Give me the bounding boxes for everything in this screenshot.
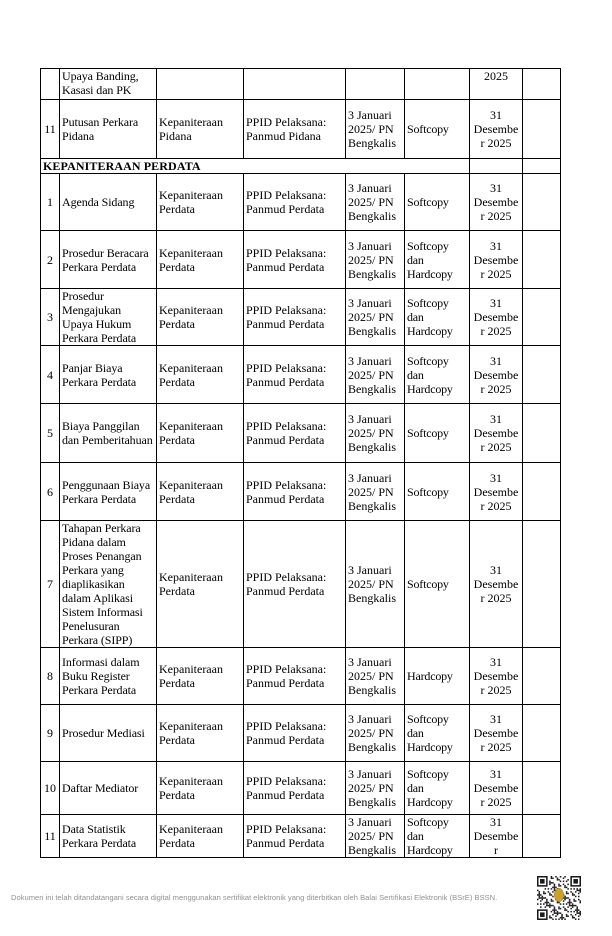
- cell-date: 3 Januari 2025/ PN Bengkalis: [346, 762, 405, 815]
- table-row: [41, 100, 561, 159]
- cell-unit: Kepaniteraan Perdata: [157, 463, 244, 521]
- section-title: KEPANITERAAN PERDATA: [41, 159, 470, 174]
- table-row: [41, 815, 561, 858]
- cell-notes: [523, 705, 561, 762]
- table-row: [41, 346, 561, 404]
- cell-unit: Kepaniteraan Perdata: [157, 705, 244, 762]
- cell-description: Prosedur Beracara Perkara Perdata: [60, 231, 157, 289]
- cell-end-date: 31 Desember 2025: [470, 463, 523, 521]
- cell-officer: PPID Pelaksana: Panmud Perdata: [244, 463, 346, 521]
- table-row: [41, 231, 561, 289]
- cell-description: Penggunaan Biaya Perkara Perdata: [60, 463, 157, 521]
- cell-end-date: 31 Desember 2025: [470, 174, 523, 231]
- cell-unit: Kepaniteraan Perdata: [157, 521, 244, 648]
- cell-date: 3 Januari 2025/ PN Bengkalis: [346, 463, 405, 521]
- cell-end-date: 31 Desember 2025: [470, 231, 523, 289]
- cell-date: 3 Januari 2025/ PN Bengkalis: [346, 100, 405, 159]
- cell-officer: PPID Pelaksana: Panmud Perdata: [244, 521, 346, 648]
- cell-description: Biaya Panggilan dan Pemberitahuan: [60, 404, 157, 463]
- cell-end-date: 31 Desember 2025: [470, 289, 523, 346]
- qr-code: [537, 876, 581, 920]
- cell-format: Softcopy dan Hardcopy: [405, 815, 470, 858]
- table-row: [41, 289, 561, 346]
- cell-number: 2: [41, 231, 60, 289]
- cell-officer: PPID Pelaksana: Panmud Perdata: [244, 762, 346, 815]
- cell-number: 9: [41, 705, 60, 762]
- cell-unit: Kepaniteraan Perdata: [157, 815, 244, 858]
- cell-number: 10: [41, 762, 60, 815]
- cell-number: 6: [41, 463, 60, 521]
- cell-description: Upaya Banding, Kasasi dan PK: [60, 69, 157, 100]
- cell-officer: PPID Pelaksana: Panmud Perdata: [244, 705, 346, 762]
- cell-format: Softcopy dan Hardcopy: [405, 231, 470, 289]
- information-list-table: [40, 68, 561, 858]
- table-row: [41, 648, 561, 705]
- table-row: [41, 404, 561, 463]
- cell-number: 11: [41, 815, 60, 858]
- cell-description: Data Statistik Perkara Perdata: [60, 815, 157, 858]
- cell-notes: [523, 762, 561, 815]
- cell-format: Softcopy dan Hardcopy: [405, 346, 470, 404]
- cell-notes: [523, 815, 561, 858]
- cell-notes: [523, 404, 561, 463]
- cell-notes: [523, 289, 561, 346]
- cell-notes: [523, 648, 561, 705]
- cell-officer: PPID Pelaksana: Panmud Perdata: [244, 289, 346, 346]
- report-table-body: [41, 69, 561, 858]
- cell-officer: PPID Pelaksana: Panmud Perdata: [244, 815, 346, 858]
- cell-unit: Kepaniteraan Perdata: [157, 289, 244, 346]
- cell-format: Softcopy: [405, 463, 470, 521]
- cell-date: 3 Januari 2025/ PN Bengkalis: [346, 815, 405, 858]
- cell-end-date: 31 Desember 2025: [470, 762, 523, 815]
- cell-format: Softcopy dan Hardcopy: [405, 705, 470, 762]
- table-row: [41, 705, 561, 762]
- cell-end-date: 31 Desember 2025: [470, 648, 523, 705]
- cell-end-date: 31 Desember 2025: [470, 100, 523, 159]
- cell-end-date: 31 Desember: [470, 815, 523, 858]
- cell-date: 3 Januari 2025/ PN Bengkalis: [346, 648, 405, 705]
- cell-description: Prosedur Mediasi: [60, 705, 157, 762]
- cell-description: Prosedur Mengajukan Upaya Hukum Perkara Perdata: [60, 289, 157, 346]
- cell-unit: Kepaniteraan Pidana: [157, 100, 244, 159]
- cell-end-date: 31 Desember 2025: [470, 705, 523, 762]
- table-row: [41, 463, 561, 521]
- cell-description: Panjar Biaya Perkara Perdata: [60, 346, 157, 404]
- cell-format: [405, 69, 470, 100]
- cell-date: 3 Januari 2025/ PN Bengkalis: [346, 404, 405, 463]
- cell-officer: PPID Pelaksana: Panmud Pidana: [244, 100, 346, 159]
- cell-number: 5: [41, 404, 60, 463]
- cell-officer: [244, 69, 346, 100]
- qr-center-logo: [554, 888, 563, 901]
- cell-officer: PPID Pelaksana: Panmud Perdata: [244, 231, 346, 289]
- cell-number: 3: [41, 289, 60, 346]
- cell-notes: [523, 521, 561, 648]
- cell-description: Daftar Mediator: [60, 762, 157, 815]
- table-row: [41, 762, 561, 815]
- cell-unit: Kepaniteraan Perdata: [157, 174, 244, 231]
- cell-description: Agenda Sidang: [60, 174, 157, 231]
- cell-format: Hardcopy: [405, 648, 470, 705]
- cell-date: 3 Januari 2025/ PN Bengkalis: [346, 174, 405, 231]
- cell-notes: [523, 174, 561, 231]
- cell-number: 11: [41, 100, 60, 159]
- cell-description: Informasi dalam Buku Register Perkara Perdata: [60, 648, 157, 705]
- cell-format: Softcopy: [405, 100, 470, 159]
- cell-format: Softcopy: [405, 174, 470, 231]
- cell-notes: [523, 100, 561, 159]
- cell-number: 1: [41, 174, 60, 231]
- cell-end-date: 31 Desember 2025: [470, 521, 523, 648]
- cell-number: 4: [41, 346, 60, 404]
- cell-end-date: 2025: [470, 69, 523, 100]
- cell-officer: PPID Pelaksana: Panmud Perdata: [244, 404, 346, 463]
- cell-number: 8: [41, 648, 60, 705]
- table-row: [41, 174, 561, 231]
- cell-date: 3 Januari 2025/ PN Bengkalis: [346, 346, 405, 404]
- cell-officer: PPID Pelaksana: Panmud Perdata: [244, 174, 346, 231]
- table-row: [41, 521, 561, 648]
- section-header-row: [41, 159, 561, 174]
- cell-end-date: 31 Desember 2025: [470, 346, 523, 404]
- cell-format: Softcopy dan Hardcopy: [405, 289, 470, 346]
- cell-format: Softcopy: [405, 404, 470, 463]
- cell-date: 3 Januari 2025/ PN Bengkalis: [346, 521, 405, 648]
- digital-signature-note: Dokumen ini telah ditandatangani secara digital menggunakan sertifikat elektronik yang diterbitkan oleh Balai Sertifikasi Elektronik (BSrE) BSSN.: [11, 893, 498, 902]
- cell-date: 3 Januari 2025/ PN Bengkalis: [346, 231, 405, 289]
- cell-officer: PPID Pelaksana: Panmud Perdata: [244, 346, 346, 404]
- cell-unit: Kepaniteraan Perdata: [157, 404, 244, 463]
- cell-description: Tahapan Perkara Pidana dalam Proses Penangan Perkara yang diaplikasikan dalam Aplikasi Sistem Informasi Penelusuran Perkara (SIPP): [60, 521, 157, 648]
- cell-officer: PPID Pelaksana: Panmud Perdata: [244, 648, 346, 705]
- cell-date: 3 Januari 2025/ PN Bengkalis: [346, 289, 405, 346]
- cell-notes: [523, 231, 561, 289]
- cell-notes: [523, 159, 561, 174]
- cell-end-date: 31 Desember 2025: [470, 404, 523, 463]
- table-row: [41, 69, 561, 100]
- cell-unit: Kepaniteraan Perdata: [157, 762, 244, 815]
- cell-end-date: [470, 159, 523, 174]
- cell-date: 3 Januari 2025/ PN Bengkalis: [346, 705, 405, 762]
- cell-format: Softcopy dan Hardcopy: [405, 762, 470, 815]
- cell-description: Putusan Perkara Pidana: [60, 100, 157, 159]
- cell-notes: [523, 346, 561, 404]
- cell-notes: [523, 463, 561, 521]
- cell-notes: [523, 69, 561, 100]
- cell-format: Softcopy: [405, 521, 470, 648]
- cell-number: [41, 69, 60, 100]
- cell-date: [346, 69, 405, 100]
- cell-unit: Kepaniteraan Perdata: [157, 648, 244, 705]
- cell-number: 7: [41, 521, 60, 648]
- cell-unit: [157, 69, 244, 100]
- cell-unit: Kepaniteraan Perdata: [157, 231, 244, 289]
- cell-unit: Kepaniteraan Perdata: [157, 346, 244, 404]
